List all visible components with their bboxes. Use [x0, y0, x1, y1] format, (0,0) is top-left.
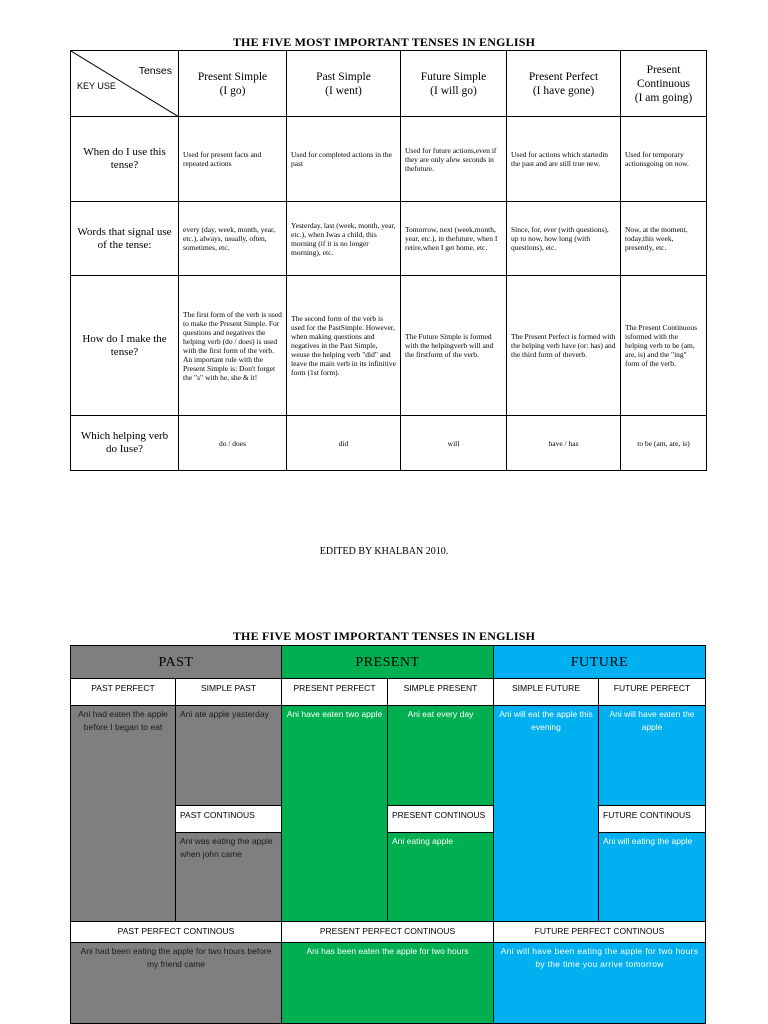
table2-title: THE FIVE MOST IMPORTANT TENSES IN ENGLISH	[232, 629, 536, 643]
example-present-perfect: Ani have eaten two apple	[281, 705, 388, 922]
row-label-how: How do I make the tense?	[71, 276, 179, 416]
header-future-continous: FUTURE CONTINOUS	[598, 805, 706, 833]
header-present-perfect-continous: PRESENT PERFECT CONTINOUS	[281, 921, 494, 943]
table-cell: Used for temporary actionsgoing on now.	[621, 117, 707, 202]
header-past-continous: PAST CONTINOUS	[175, 805, 282, 833]
row-signal-words	[71, 202, 707, 276]
example-simple-present: Ani eat every day	[387, 705, 494, 806]
table-cell: Used for completed actions in the past	[287, 117, 401, 202]
table-cell: Used for present facts and repeated actions	[179, 117, 287, 202]
tenses-key-use-table	[70, 50, 707, 471]
row-label-helping: Which helping verb do Iuse?	[71, 416, 179, 471]
row-label-when: When do I use this tense?	[71, 117, 179, 202]
col-future-simple: Future Simple (I will go)	[401, 51, 507, 117]
table-cell: will	[401, 416, 507, 471]
table-cell: Tomorrow, next (week,month, year, etc.), in thefuture, when I retire,when I get home, etc.	[401, 202, 507, 276]
present-band: PRESENT	[281, 645, 494, 679]
table-cell: Used for future actions,even if they are only afew seconds in thefuture.	[401, 117, 507, 202]
header-simple-future: SIMPLE FUTURE	[493, 678, 599, 706]
header-past-perfect-continous: PAST PERFECT CONTINOUS	[70, 921, 282, 943]
table1-header-row	[71, 51, 707, 117]
header-future-perfect: FUTURE PERFECT	[598, 678, 706, 706]
table-cell: have / has	[507, 416, 621, 471]
example-simple-past: Ani ate apple yasterday	[175, 705, 282, 806]
row-helping-verb	[71, 416, 707, 471]
col-past-simple: Past Simple (I went)	[287, 51, 401, 117]
table-cell: The first form of the verb is used to make the Present Simple. For questions and negatives the helping verb (do / does) is used with the first form of the verb. An important rule with the Present Simple is: Don't forget the "s" with he, she & it!	[179, 276, 287, 416]
row-when-use	[71, 117, 707, 202]
corner-cell	[71, 51, 179, 117]
header-present-perfect: PRESENT PERFECT	[281, 678, 388, 706]
corner-key-use-label: KEY USE	[77, 81, 116, 91]
example-past-perfect-continous: Ani had been eating the apple for two hours before my friend came	[70, 942, 282, 1024]
example-simple-future: Ani will eat the apple this evening	[493, 705, 599, 922]
col-present-simple: Present Simple (I go)	[179, 51, 287, 117]
col-present-continuous: Present Continuous (I am going)	[621, 51, 707, 117]
table-cell: Used for actions which startedin the past and are still true new.	[507, 117, 621, 202]
example-future-continous: Ani will eating the apple	[598, 832, 706, 922]
header-simple-past: SIMPLE PAST	[175, 678, 282, 706]
table-cell: Yesterday, last (week, month, year, etc.), when Iwas a child, this morning (if it is no longer morning), etc.	[287, 202, 401, 276]
corner-tenses-label: Tenses	[138, 65, 172, 77]
row-how-make	[71, 276, 707, 416]
example-present-continous: Ani eating apple	[387, 832, 494, 922]
header-future-perfect-continous: FUTURE PERFECT CONTINOUS	[493, 921, 706, 943]
example-past-continous: Ani was eating the apple when john came	[175, 832, 282, 922]
edited-by-note: EDITED BY KHALBAN 2010.	[319, 546, 449, 557]
table-cell: every (day, week, month, year, etc.), always, usually, often, sometimes, etc.	[179, 202, 287, 276]
table-cell: Now, at the moment, today,this week, presently, etc.	[621, 202, 707, 276]
row-label-signal: Words that signal use of the tense:	[71, 202, 179, 276]
table-cell: Since, for, ever (with questions), up to now, how long (with questions), etc.	[507, 202, 621, 276]
col-present-perfect: Present Perfect (I have gone)	[507, 51, 621, 117]
table1-title: THE FIVE MOST IMPORTANT TENSES IN ENGLISH	[232, 35, 536, 49]
header-simple-present: SIMPLE PRESENT	[387, 678, 494, 706]
header-present-continous: PRESENT CONTINOUS	[387, 805, 494, 833]
example-past-perfect: Ani had eaten the apple before I began to eat	[70, 705, 176, 922]
table-cell: did	[287, 416, 401, 471]
table-cell: to be (am, are, is)	[621, 416, 707, 471]
table-cell: The Future Simple is formed with the helpingverb will and the firstform of the verb.	[401, 276, 507, 416]
table-cell: The Present Continuous isformed with the helping verb to be (am, are, is) and the "ing" form of the verb.	[621, 276, 707, 416]
example-present-perfect-continous: Ani has been eaten the apple for two hours	[281, 942, 494, 1024]
table-cell: The Present Perfect is formed with the helping verb have (or: has) and the third form of theverb.	[507, 276, 621, 416]
tenses-timeline-table	[70, 645, 706, 1024]
example-future-perfect-continous: Ani will have been eating the apple for two hours by the time you arrive tomorrow	[493, 942, 706, 1024]
table-cell: do / does	[179, 416, 287, 471]
past-band: PAST	[70, 645, 282, 679]
example-future-perfect: Ani will have eaten the apple	[598, 705, 706, 806]
header-past-perfect: PAST PERFECT	[70, 678, 176, 706]
future-band: FUTURE	[493, 645, 706, 679]
table-cell: The second form of the verb is used for the PastSimple. However, when making questions and negatives in the Past Simple, weuse the helping verb "did" and leave the main verb in its infinitive form (1st form).	[287, 276, 401, 416]
